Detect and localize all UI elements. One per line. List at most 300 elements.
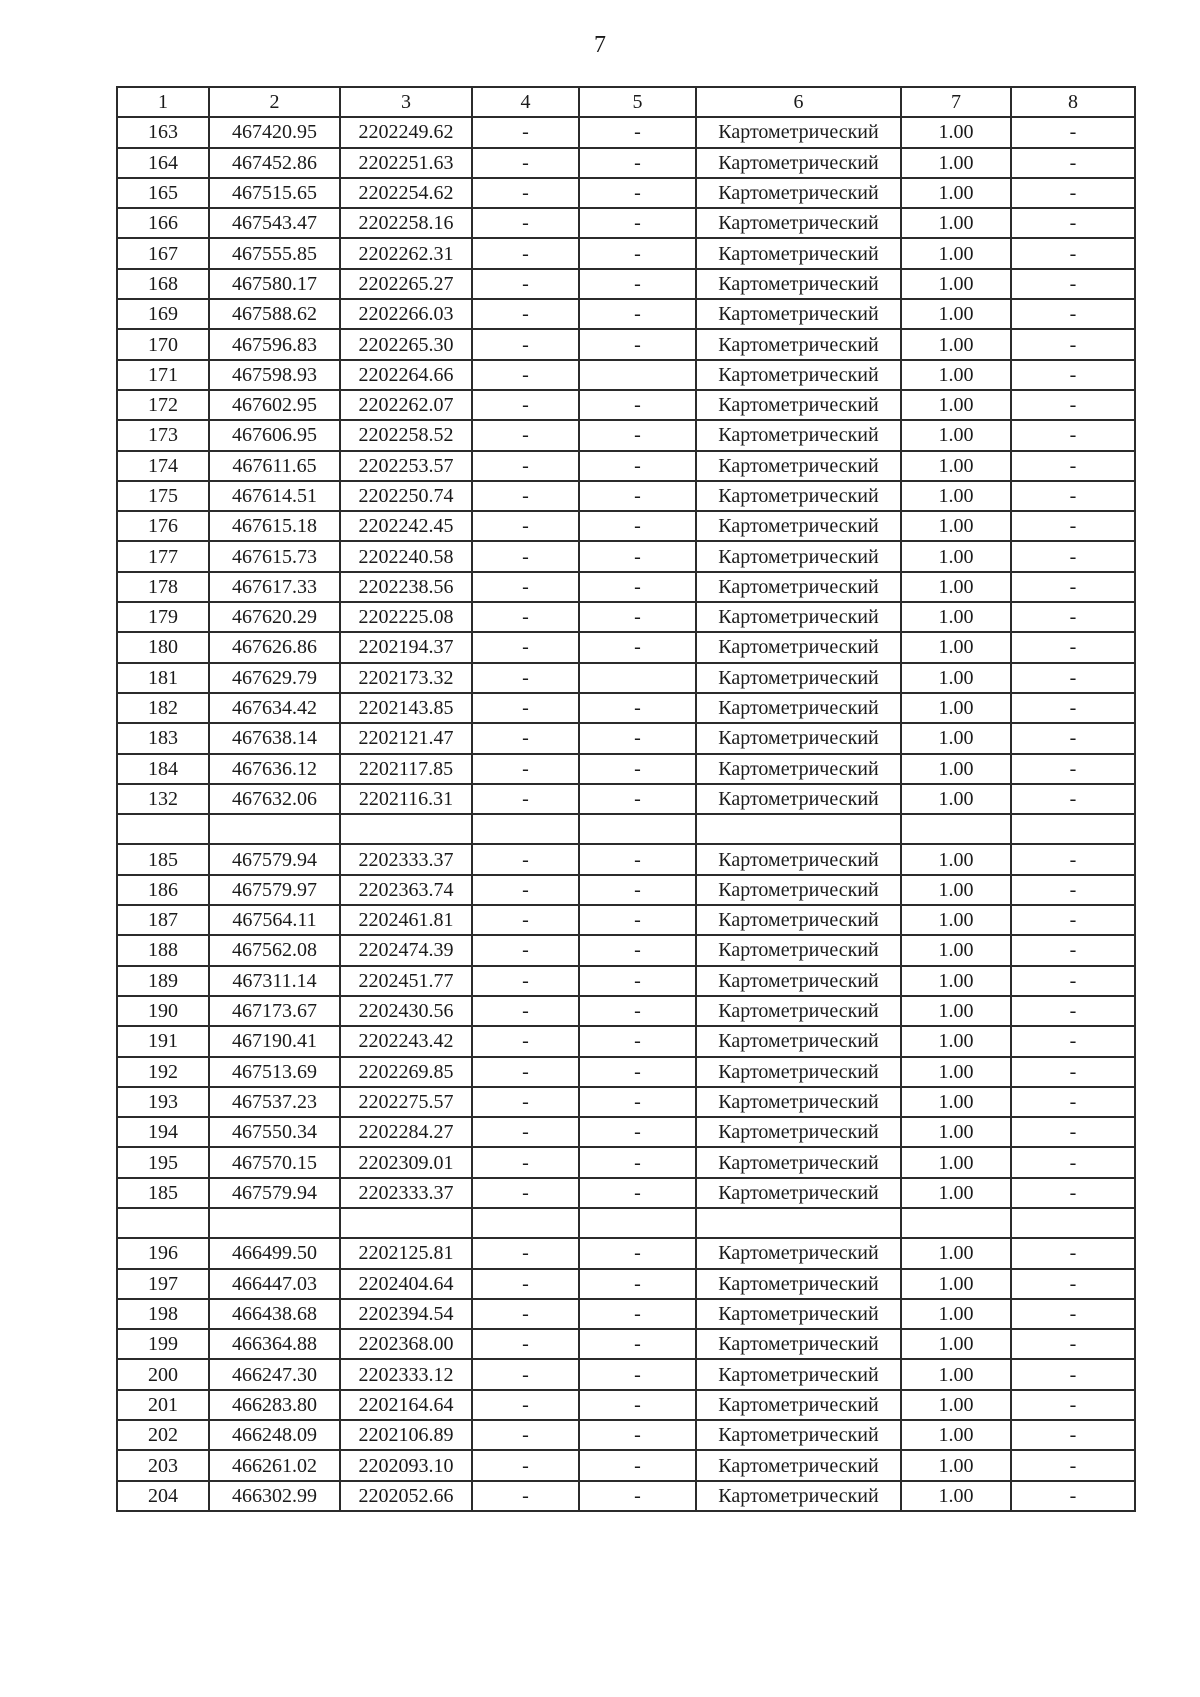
y-coordinate-cell: 2202225.08 [340, 602, 472, 632]
col-5-value-cell: - [579, 1147, 696, 1177]
accuracy-cell: 1.00 [901, 329, 1011, 359]
col-5-value-cell: - [579, 1359, 696, 1389]
table-row [117, 1299, 1135, 1329]
x-coordinate-cell: 467311.14 [209, 966, 340, 996]
table-row [117, 1481, 1135, 1511]
table-row [117, 1238, 1135, 1268]
col-8-value-cell: - [1011, 1117, 1135, 1147]
col-5-value-cell [579, 663, 696, 693]
x-coordinate-cell: 466283.80 [209, 1390, 340, 1420]
col-5-value-cell: - [579, 208, 696, 238]
accuracy-cell: 1.00 [901, 1269, 1011, 1299]
col-8-value-cell: - [1011, 602, 1135, 632]
col-8-value-cell: - [1011, 996, 1135, 1026]
table-row [117, 117, 1135, 147]
accuracy-cell: 1.00 [901, 1299, 1011, 1329]
col-5-value-cell [579, 814, 696, 844]
point-number-cell: 194 [117, 1117, 209, 1147]
table-row [117, 602, 1135, 632]
x-coordinate-cell: 466261.02 [209, 1450, 340, 1480]
col-8-value-cell: - [1011, 1147, 1135, 1177]
accuracy-cell: 1.00 [901, 693, 1011, 723]
accuracy-cell: 1.00 [901, 905, 1011, 935]
col-8-value-cell: - [1011, 875, 1135, 905]
col-8-value-cell: - [1011, 481, 1135, 511]
col-5-value-cell: - [579, 329, 696, 359]
table-row [117, 905, 1135, 935]
method-cell: Картометрический [696, 148, 901, 178]
table-row [117, 1269, 1135, 1299]
x-coordinate-cell: 467173.67 [209, 996, 340, 1026]
col-8-value-cell: - [1011, 451, 1135, 481]
point-number-cell: 204 [117, 1481, 209, 1511]
y-coordinate-cell: 2202238.56 [340, 572, 472, 602]
y-coordinate-cell: 2202164.64 [340, 1390, 472, 1420]
point-number-cell: 174 [117, 451, 209, 481]
accuracy-cell: 1.00 [901, 572, 1011, 602]
y-coordinate-cell: 2202243.42 [340, 1026, 472, 1056]
y-coordinate-cell: 2202143.85 [340, 693, 472, 723]
table-row [117, 784, 1135, 814]
point-number-cell: 186 [117, 875, 209, 905]
table-row [117, 420, 1135, 450]
y-coordinate-cell: 2202250.74 [340, 481, 472, 511]
col-5-value-cell: - [579, 511, 696, 541]
point-number-cell: 167 [117, 238, 209, 268]
col-8-value-cell: - [1011, 572, 1135, 602]
table-row [117, 844, 1135, 874]
x-coordinate-cell: 467632.06 [209, 784, 340, 814]
col-5-value-cell: - [579, 905, 696, 935]
col-4-value-cell: - [472, 117, 579, 147]
y-coordinate-cell: 2202333.37 [340, 844, 472, 874]
table-row [117, 1178, 1135, 1208]
col-5-value-cell: - [579, 1238, 696, 1268]
y-coordinate-cell: 2202121.47 [340, 723, 472, 753]
method-cell: Картометрический [696, 451, 901, 481]
col-4-value-cell: - [472, 875, 579, 905]
col-5-value-cell [579, 360, 696, 390]
col-4-value-cell: - [472, 754, 579, 784]
method-cell: Картометрический [696, 1299, 901, 1329]
method-cell: Картометрический [696, 723, 901, 753]
accuracy-cell: 1.00 [901, 602, 1011, 632]
col-5-value-cell: - [579, 178, 696, 208]
method-cell: Картометрический [696, 117, 901, 147]
point-number-cell: 132 [117, 784, 209, 814]
point-number-cell: 176 [117, 511, 209, 541]
col-8-value-cell: - [1011, 754, 1135, 784]
header-cell-1: 1 [117, 87, 209, 117]
col-5-value-cell: - [579, 541, 696, 571]
col-4-value-cell: - [472, 1147, 579, 1177]
col-5-value-cell: - [579, 420, 696, 450]
table-row [117, 1117, 1135, 1147]
col-4-value-cell: - [472, 481, 579, 511]
method-cell: Картометрический [696, 238, 901, 268]
point-number-cell: 200 [117, 1359, 209, 1389]
accuracy-cell: 1.00 [901, 844, 1011, 874]
col-4-value-cell: - [472, 148, 579, 178]
col-8-value-cell: - [1011, 541, 1135, 571]
x-coordinate-cell: 467617.33 [209, 572, 340, 602]
accuracy-cell: 1.00 [901, 1420, 1011, 1450]
col-8-value-cell: - [1011, 208, 1135, 238]
method-cell [696, 1208, 901, 1238]
col-8-value-cell: - [1011, 632, 1135, 662]
accuracy-cell: 1.00 [901, 1359, 1011, 1389]
col-5-value-cell: - [579, 632, 696, 662]
y-coordinate-cell: 2202258.16 [340, 208, 472, 238]
point-number-cell: 185 [117, 1178, 209, 1208]
point-number-cell: 182 [117, 693, 209, 723]
accuracy-cell: 1.00 [901, 148, 1011, 178]
x-coordinate-cell: 467580.17 [209, 269, 340, 299]
col-5-value-cell: - [579, 1117, 696, 1147]
point-number-cell: 187 [117, 905, 209, 935]
point-number-cell: 190 [117, 996, 209, 1026]
y-coordinate-cell: 2202258.52 [340, 420, 472, 450]
header-cell-8: 8 [1011, 87, 1135, 117]
accuracy-cell: 1.00 [901, 420, 1011, 450]
col-8-value-cell: - [1011, 784, 1135, 814]
col-4-value-cell: - [472, 420, 579, 450]
col-5-value-cell: - [579, 966, 696, 996]
table-row [117, 754, 1135, 784]
y-coordinate-cell: 2202253.57 [340, 451, 472, 481]
method-cell: Картометрический [696, 1057, 901, 1087]
y-coordinate-cell: 2202284.27 [340, 1117, 472, 1147]
accuracy-cell: 1.00 [901, 360, 1011, 390]
col-5-value-cell: - [579, 572, 696, 602]
point-number-cell: 189 [117, 966, 209, 996]
accuracy-cell: 1.00 [901, 117, 1011, 147]
x-coordinate-cell: 466302.99 [209, 1481, 340, 1511]
method-cell: Картометрический [696, 208, 901, 238]
table-row [117, 208, 1135, 238]
x-coordinate-cell: 467596.83 [209, 329, 340, 359]
col-4-value-cell: - [472, 1178, 579, 1208]
y-coordinate-cell: 2202093.10 [340, 1450, 472, 1480]
y-coordinate-cell: 2202474.39 [340, 935, 472, 965]
table-row [117, 723, 1135, 753]
point-number-cell: 185 [117, 844, 209, 874]
x-coordinate-cell: 466499.50 [209, 1238, 340, 1268]
y-coordinate-cell: 2202451.77 [340, 966, 472, 996]
accuracy-cell: 1.00 [901, 208, 1011, 238]
y-coordinate-cell: 2202430.56 [340, 996, 472, 1026]
point-number-cell [117, 814, 209, 844]
x-coordinate-cell: 466447.03 [209, 1269, 340, 1299]
col-8-value-cell: - [1011, 723, 1135, 753]
y-coordinate-cell: 2202309.01 [340, 1147, 472, 1177]
col-8-value-cell: - [1011, 1087, 1135, 1117]
y-coordinate-cell: 2202266.03 [340, 299, 472, 329]
accuracy-cell: 1.00 [901, 1147, 1011, 1177]
y-coordinate-cell: 2202242.45 [340, 511, 472, 541]
x-coordinate-cell: 467564.11 [209, 905, 340, 935]
col-5-value-cell: - [579, 299, 696, 329]
accuracy-cell: 1.00 [901, 784, 1011, 814]
x-coordinate-cell: 467562.08 [209, 935, 340, 965]
table-row [117, 572, 1135, 602]
table-body [117, 117, 1135, 1511]
accuracy-cell [901, 1208, 1011, 1238]
method-cell: Картометрический [696, 572, 901, 602]
x-coordinate-cell: 467611.65 [209, 451, 340, 481]
col-8-value-cell: - [1011, 935, 1135, 965]
col-8-value-cell: - [1011, 511, 1135, 541]
method-cell: Картометрический [696, 511, 901, 541]
y-coordinate-cell: 2202461.81 [340, 905, 472, 935]
x-coordinate-cell [209, 1208, 340, 1238]
table-row [117, 966, 1135, 996]
col-4-value-cell: - [472, 329, 579, 359]
point-number-cell: 197 [117, 1269, 209, 1299]
method-cell: Картометрический [696, 693, 901, 723]
col-5-value-cell: - [579, 238, 696, 268]
col-5-value-cell: - [579, 1087, 696, 1117]
accuracy-cell: 1.00 [901, 754, 1011, 784]
accuracy-cell: 1.00 [901, 1329, 1011, 1359]
col-8-value-cell: - [1011, 1420, 1135, 1450]
accuracy-cell: 1.00 [901, 299, 1011, 329]
col-4-value-cell: - [472, 966, 579, 996]
x-coordinate-cell: 467513.69 [209, 1057, 340, 1087]
y-coordinate-cell: 2202251.63 [340, 148, 472, 178]
method-cell: Картометрический [696, 1178, 901, 1208]
x-coordinate-cell: 467636.12 [209, 754, 340, 784]
accuracy-cell: 1.00 [901, 996, 1011, 1026]
col-4-value-cell: - [472, 723, 579, 753]
col-5-value-cell: - [579, 390, 696, 420]
col-5-value-cell: - [579, 1178, 696, 1208]
x-coordinate-cell: 466364.88 [209, 1329, 340, 1359]
point-number-cell: 198 [117, 1299, 209, 1329]
col-8-value-cell: - [1011, 329, 1135, 359]
header-cell-2: 2 [209, 87, 340, 117]
point-number-cell: 170 [117, 329, 209, 359]
point-number-cell: 179 [117, 602, 209, 632]
point-number-cell: 173 [117, 420, 209, 450]
accuracy-cell: 1.00 [901, 632, 1011, 662]
x-coordinate-cell: 467615.73 [209, 541, 340, 571]
accuracy-cell: 1.00 [901, 390, 1011, 420]
accuracy-cell: 1.00 [901, 1390, 1011, 1420]
x-coordinate-cell: 466248.09 [209, 1420, 340, 1450]
point-number-cell: 196 [117, 1238, 209, 1268]
method-cell: Картометрический [696, 966, 901, 996]
col-4-value-cell: - [472, 1420, 579, 1450]
y-coordinate-cell [340, 814, 472, 844]
col-5-value-cell: - [579, 996, 696, 1026]
method-cell: Картометрический [696, 299, 901, 329]
accuracy-cell: 1.00 [901, 541, 1011, 571]
method-cell: Картометрический [696, 663, 901, 693]
x-coordinate-cell: 467606.95 [209, 420, 340, 450]
col-4-value-cell: - [472, 663, 579, 693]
col-5-value-cell: - [579, 451, 696, 481]
accuracy-cell: 1.00 [901, 1117, 1011, 1147]
col-8-value-cell: - [1011, 1238, 1135, 1268]
col-8-value-cell: - [1011, 1026, 1135, 1056]
col-5-value-cell: - [579, 784, 696, 814]
col-5-value-cell: - [579, 1450, 696, 1480]
x-coordinate-cell: 467579.94 [209, 1178, 340, 1208]
col-4-value-cell: - [472, 602, 579, 632]
y-coordinate-cell: 2202262.31 [340, 238, 472, 268]
y-coordinate-cell: 2202240.58 [340, 541, 472, 571]
col-4-value-cell: - [472, 844, 579, 874]
col-8-value-cell: - [1011, 390, 1135, 420]
accuracy-cell: 1.00 [901, 269, 1011, 299]
y-coordinate-cell: 2202394.54 [340, 1299, 472, 1329]
y-coordinate-cell: 2202363.74 [340, 875, 472, 905]
col-4-value-cell: - [472, 541, 579, 571]
y-coordinate-cell: 2202265.30 [340, 329, 472, 359]
x-coordinate-cell: 467537.23 [209, 1087, 340, 1117]
col-5-value-cell: - [579, 1481, 696, 1511]
table-row [117, 1026, 1135, 1056]
table-row [117, 996, 1135, 1026]
y-coordinate-cell: 2202275.57 [340, 1087, 472, 1117]
point-number-cell: 175 [117, 481, 209, 511]
table-row [117, 1147, 1135, 1177]
header-cell-4: 4 [472, 87, 579, 117]
accuracy-cell: 1.00 [901, 1238, 1011, 1268]
x-coordinate-cell: 467190.41 [209, 1026, 340, 1056]
col-5-value-cell: - [579, 693, 696, 723]
header-cell-5: 5 [579, 87, 696, 117]
col-8-value-cell: - [1011, 299, 1135, 329]
col-5-value-cell [579, 1208, 696, 1238]
col-4-value-cell [472, 814, 579, 844]
table-row [117, 875, 1135, 905]
x-coordinate-cell: 467638.14 [209, 723, 340, 753]
y-coordinate-cell [340, 1208, 472, 1238]
col-8-value-cell: - [1011, 1178, 1135, 1208]
point-number-cell: 169 [117, 299, 209, 329]
method-cell: Картометрический [696, 178, 901, 208]
page-number: 7 [594, 32, 606, 58]
y-coordinate-cell: 2202265.27 [340, 269, 472, 299]
x-coordinate-cell: 466247.30 [209, 1359, 340, 1389]
header-row [117, 87, 1135, 117]
accuracy-cell: 1.00 [901, 1481, 1011, 1511]
point-number-cell: 180 [117, 632, 209, 662]
col-4-value-cell: - [472, 1481, 579, 1511]
accuracy-cell [901, 814, 1011, 844]
col-8-value-cell: - [1011, 1390, 1135, 1420]
col-4-value-cell: - [472, 693, 579, 723]
col-5-value-cell: - [579, 844, 696, 874]
header-cell-7: 7 [901, 87, 1011, 117]
method-cell: Картометрический [696, 1087, 901, 1117]
col-5-value-cell: - [579, 481, 696, 511]
point-number-cell: 184 [117, 754, 209, 784]
col-4-value-cell: - [472, 572, 579, 602]
col-8-value-cell: - [1011, 1057, 1135, 1087]
y-coordinate-cell: 2202269.85 [340, 1057, 472, 1087]
header-cell-3: 3 [340, 87, 472, 117]
x-coordinate-cell: 467626.86 [209, 632, 340, 662]
point-number-cell: 201 [117, 1390, 209, 1420]
table-row [117, 1087, 1135, 1117]
col-4-value-cell: - [472, 1057, 579, 1087]
method-cell: Картометрический [696, 420, 901, 450]
col-8-value-cell: - [1011, 1299, 1135, 1329]
method-cell: Картометрический [696, 1238, 901, 1268]
col-4-value-cell: - [472, 178, 579, 208]
method-cell: Картометрический [696, 632, 901, 662]
table-row [117, 269, 1135, 299]
col-5-value-cell: - [579, 1390, 696, 1420]
x-coordinate-cell: 466438.68 [209, 1299, 340, 1329]
col-8-value-cell: - [1011, 1450, 1135, 1480]
table-row [117, 299, 1135, 329]
col-5-value-cell: - [579, 269, 696, 299]
col-5-value-cell: - [579, 1269, 696, 1299]
col-4-value-cell: - [472, 1329, 579, 1359]
y-coordinate-cell: 2202404.64 [340, 1269, 472, 1299]
col-4-value-cell: - [472, 1238, 579, 1268]
accuracy-cell: 1.00 [901, 178, 1011, 208]
method-cell: Картометрический [696, 360, 901, 390]
col-4-value-cell: - [472, 299, 579, 329]
col-4-value-cell: - [472, 269, 579, 299]
method-cell: Картометрический [696, 1481, 901, 1511]
table-row [117, 329, 1135, 359]
col-5-value-cell: - [579, 875, 696, 905]
method-cell: Картометрический [696, 754, 901, 784]
point-number-cell [117, 1208, 209, 1238]
x-coordinate-cell: 467629.79 [209, 663, 340, 693]
col-8-value-cell: - [1011, 844, 1135, 874]
col-5-value-cell: - [579, 1420, 696, 1450]
method-cell: Картометрический [696, 905, 901, 935]
table-row [117, 935, 1135, 965]
table-row [117, 1390, 1135, 1420]
method-cell: Картометрический [696, 875, 901, 905]
accuracy-cell: 1.00 [901, 481, 1011, 511]
method-cell: Картометрический [696, 269, 901, 299]
method-cell: Картометрический [696, 602, 901, 632]
col-5-value-cell: - [579, 754, 696, 784]
point-number-cell: 183 [117, 723, 209, 753]
col-8-value-cell: - [1011, 1481, 1135, 1511]
col-4-value-cell: - [472, 208, 579, 238]
col-8-value-cell [1011, 1208, 1135, 1238]
y-coordinate-cell: 2202333.37 [340, 1178, 472, 1208]
table-separator-row [117, 1208, 1135, 1238]
y-coordinate-cell: 2202333.12 [340, 1359, 472, 1389]
col-4-value-cell: - [472, 905, 579, 935]
col-8-value-cell: - [1011, 905, 1135, 935]
method-cell: Картометрический [696, 390, 901, 420]
y-coordinate-cell: 2202249.62 [340, 117, 472, 147]
point-number-cell: 192 [117, 1057, 209, 1087]
col-5-value-cell: - [579, 1057, 696, 1087]
table-row [117, 148, 1135, 178]
point-number-cell: 191 [117, 1026, 209, 1056]
col-4-value-cell: - [472, 1087, 579, 1117]
accuracy-cell: 1.00 [901, 1087, 1011, 1117]
col-8-value-cell: - [1011, 1329, 1135, 1359]
point-number-cell: 193 [117, 1087, 209, 1117]
point-number-cell: 203 [117, 1450, 209, 1480]
x-coordinate-cell [209, 814, 340, 844]
header-cell-6: 6 [696, 87, 901, 117]
